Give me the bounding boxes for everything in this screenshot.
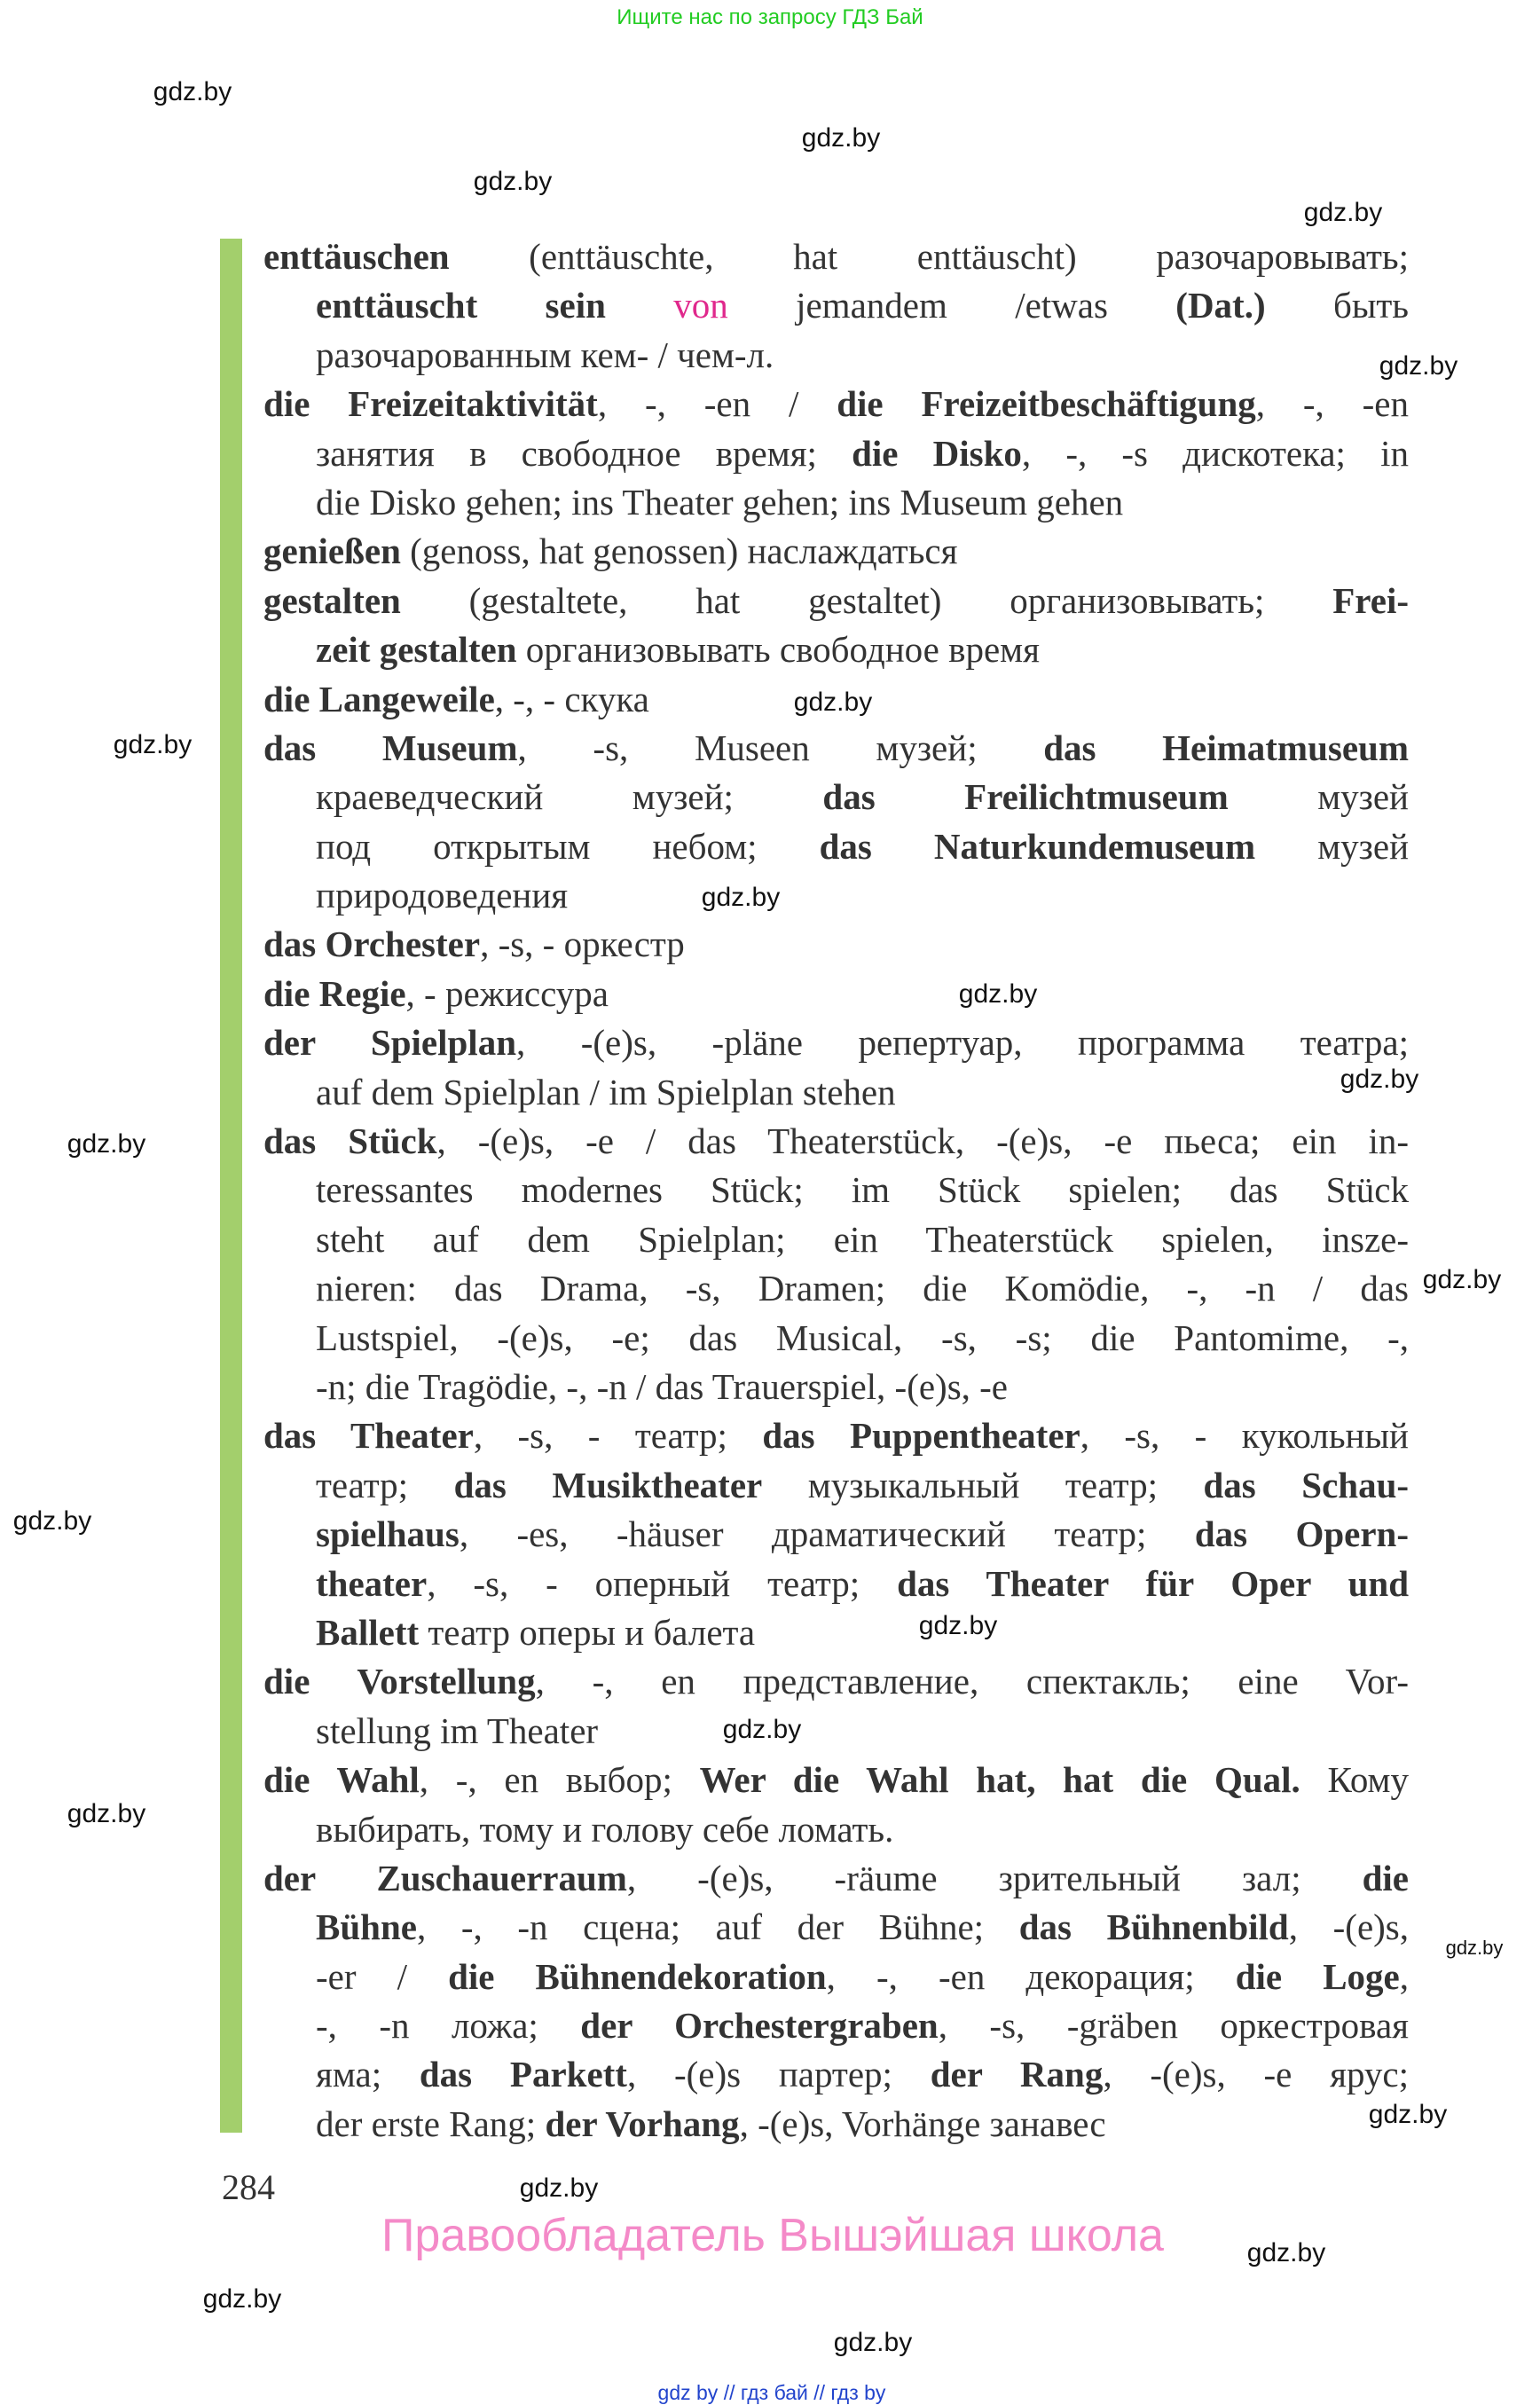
page-number: 284 bbox=[222, 2167, 275, 2207]
entry-text: , -s, - оперный театр; bbox=[427, 1562, 898, 1604]
headword: das Naturkundemuseum bbox=[819, 825, 1256, 867]
watermark: gdz.by bbox=[113, 730, 192, 759]
entry-line bbox=[263, 1411, 1409, 1460]
headword: das Opern- bbox=[1194, 1513, 1409, 1555]
entry-text: , -, -en / bbox=[597, 383, 837, 425]
headword: die Langeweile bbox=[263, 678, 495, 719]
entry-text: steht auf dem Spielplan; ein Theaterstück spielen, insze- bbox=[316, 1218, 1409, 1260]
entry-line bbox=[263, 970, 609, 1018]
headword: der Rang bbox=[930, 2054, 1104, 2095]
entry-text: , -, -s дискотека; in bbox=[1021, 432, 1409, 474]
headword: die Vorstellung bbox=[263, 1661, 536, 1702]
highlighted-word: von bbox=[673, 285, 728, 326]
headword: das Freilichtmuseum bbox=[822, 776, 1229, 818]
entry-line bbox=[263, 380, 1409, 428]
watermark: gdz.by bbox=[801, 123, 881, 153]
headword: Ballett bbox=[316, 1611, 420, 1653]
watermark: gdz.by bbox=[1379, 351, 1458, 381]
entry-text: театр оперы и балета bbox=[419, 1611, 756, 1653]
entry-line bbox=[263, 1510, 1409, 1559]
dictionary-entry bbox=[263, 232, 1409, 380]
headword: das Stück bbox=[263, 1120, 437, 1162]
entry-text bbox=[606, 285, 673, 326]
headword: enttäuscht sein bbox=[316, 285, 606, 326]
entry-line bbox=[263, 1657, 1409, 1706]
entry-text: (enttäuschte, hat enttäuscht) разочаровывать; bbox=[449, 236, 1409, 277]
entry-line bbox=[263, 1903, 1409, 1952]
entry-text: , -(e)s, Vorhänge занавес bbox=[739, 2102, 1106, 2144]
dictionary-entry bbox=[263, 1657, 1409, 1756]
entry-text: , -s, Museen музей; bbox=[517, 727, 1044, 768]
watermark: gdz.by bbox=[12, 1506, 92, 1536]
entry-line bbox=[263, 1068, 896, 1117]
entry-text: -, -n ложа; bbox=[316, 2005, 581, 2047]
entry-line bbox=[263, 724, 1409, 773]
entry-text: музыкальный театр; bbox=[762, 1464, 1204, 1505]
entry-text: Кому bbox=[1300, 1759, 1409, 1801]
entry-line bbox=[263, 577, 1409, 625]
entry-line bbox=[263, 773, 1409, 821]
entry-line bbox=[263, 1707, 598, 1756]
watermark: gdz.by bbox=[67, 1799, 146, 1828]
entry-line bbox=[263, 1215, 1409, 1264]
entry-line bbox=[263, 1018, 1409, 1067]
entry-text: (gestaltete, hat gestaltet) организовывать; bbox=[400, 579, 1333, 621]
entry-line bbox=[263, 1953, 1409, 2001]
entry-text: die Disko gehen; ins Theater gehen; ins Museum gehen bbox=[316, 481, 1124, 523]
watermark: gdz.by bbox=[1340, 1065, 1419, 1094]
watermark: gdz.by bbox=[1368, 2100, 1448, 2129]
entry-line bbox=[263, 232, 1409, 281]
watermark: gdz.by bbox=[202, 2284, 282, 2314]
entry-text: быть bbox=[1265, 285, 1409, 326]
watermark: gdz.by bbox=[1303, 198, 1383, 227]
entry-text: teressantes modernes Stück; im Stück spielen; das Stück bbox=[316, 1169, 1409, 1211]
entry-line bbox=[263, 331, 774, 380]
entry-text: организовывать свободное время bbox=[516, 629, 1040, 671]
headword: das Museum bbox=[263, 727, 518, 768]
entry-line bbox=[263, 527, 957, 576]
entry-line bbox=[263, 1264, 1409, 1313]
entry-text: , -s, - театр; bbox=[473, 1415, 763, 1457]
entry-line bbox=[263, 2001, 1409, 2050]
headword: der Orchestergraben bbox=[580, 2005, 939, 2047]
headword: der Vorhang bbox=[545, 2102, 740, 2144]
entry-line bbox=[263, 1117, 1409, 1166]
dictionary-entry bbox=[263, 380, 1409, 527]
headword: die Regie bbox=[263, 972, 406, 1014]
entry-text: , -, en представление, спектакль; eine Vor- bbox=[535, 1661, 1409, 1702]
entry-text: природоведения bbox=[316, 875, 569, 916]
headword: die Bühnendekoration bbox=[448, 1955, 827, 1997]
entry-text: -n; die Tragödie, -, -n / das Trauerspiel, -(e)s, -e bbox=[316, 1365, 1009, 1407]
entry-text: der erste Rang; bbox=[316, 2102, 546, 2144]
entry-text: , bbox=[1399, 1955, 1410, 1997]
entry-text: (genoss, hat genossen) наслаждаться bbox=[400, 531, 958, 572]
headword: das Theater bbox=[263, 1415, 474, 1457]
entry-line bbox=[263, 1461, 1409, 1510]
entry-line bbox=[263, 2100, 1106, 2149]
entry-text: , -(e)s, -e / das Theaterstück, -(e)s, -e пьеса; ein in- bbox=[436, 1120, 1409, 1162]
entry-text: , - режиссура bbox=[405, 972, 609, 1014]
watermark: gdz.by bbox=[1246, 2238, 1326, 2267]
headword: spielhaus bbox=[316, 1513, 460, 1555]
headword: das Theater für Oper und bbox=[897, 1562, 1409, 1604]
entry-line bbox=[263, 675, 649, 724]
entry-line bbox=[263, 1560, 1409, 1608]
entry-text: , -, -en bbox=[1255, 383, 1409, 425]
entry-text: auf dem Spielplan / im Spielplan stehen bbox=[316, 1071, 896, 1112]
entry-line bbox=[263, 871, 568, 920]
headword: Bühne bbox=[316, 1906, 417, 1948]
entry-text: театр; bbox=[316, 1464, 454, 1505]
entry-text: , -(e)s, -e ярус; bbox=[1103, 2054, 1409, 2095]
entry-line bbox=[263, 920, 685, 969]
headword: zeit gestalten bbox=[316, 629, 517, 671]
watermark: gdz.by bbox=[67, 1129, 146, 1159]
headword: die Disko bbox=[852, 432, 1022, 474]
headword: das Orchester bbox=[263, 923, 481, 965]
entry-text: , -s, - оркестр bbox=[480, 923, 685, 965]
entry-line bbox=[263, 1363, 1008, 1411]
headword: das Schau- bbox=[1203, 1464, 1410, 1505]
entry-text: разочарованным кем- / чем-л. bbox=[316, 334, 774, 375]
entry-text: , -(e)s партер; bbox=[626, 2054, 931, 2095]
watermark: gdz.by bbox=[918, 1611, 998, 1640]
headword: das Heimatmuseum bbox=[1043, 727, 1409, 768]
headword: das Bühnenbild bbox=[1018, 1906, 1289, 1948]
entry-text: музей bbox=[1255, 825, 1410, 867]
entry-text: -er / bbox=[316, 1955, 449, 1997]
headword: Wer die Wahl hat, hat die Qual. bbox=[699, 1759, 1300, 1801]
watermark: gdz.by bbox=[833, 2328, 913, 2357]
entry-text: яма; bbox=[316, 2054, 420, 2095]
headword: der Zuschauerraum bbox=[263, 1857, 627, 1898]
dictionary-entry bbox=[263, 1018, 1409, 1117]
headword: die bbox=[1362, 1857, 1409, 1898]
entry-text: , -, - скука bbox=[494, 678, 649, 719]
watermark: gdz.by bbox=[958, 979, 1038, 1009]
entry-line bbox=[263, 822, 1409, 871]
rights-holder: Правообладатель Вышэйшая школа bbox=[381, 2210, 1164, 2261]
dictionary-entry bbox=[263, 920, 1409, 969]
headword: (Dat.) bbox=[1175, 285, 1266, 326]
entry-line bbox=[263, 2050, 1409, 2099]
dictionary-entry bbox=[263, 577, 1409, 675]
entry-text: , -(e)s, bbox=[1288, 1906, 1409, 1948]
watermark: gdz.by bbox=[1422, 1265, 1502, 1294]
watermark: gdz.by bbox=[793, 688, 873, 717]
entry-text: , -(e)s, -räume зрительный зал; bbox=[626, 1857, 1363, 1898]
dictionary-entry bbox=[263, 1756, 1409, 1854]
dictionary-entry bbox=[263, 527, 1409, 576]
headword: theater bbox=[316, 1562, 428, 1604]
footer-links[interactable]: gdz by // гдз бай // гдз by bbox=[657, 2381, 886, 2404]
watermark: gdz.by bbox=[519, 2173, 599, 2203]
headword: das Musiktheater bbox=[453, 1464, 763, 1505]
entry-text: выбирать, тому и голову себе ломать. bbox=[316, 1808, 894, 1850]
entry-line bbox=[263, 1166, 1409, 1214]
headword: Frei- bbox=[1332, 579, 1409, 621]
watermark: gdz.by bbox=[722, 1715, 802, 1744]
dictionary-entry bbox=[263, 724, 1409, 921]
entry-text: , -, -en декорация; bbox=[826, 1955, 1236, 1997]
watermark: gdz.by bbox=[473, 167, 553, 196]
entry-text: , -, -n сцена; auf der Bühne; bbox=[416, 1906, 1019, 1948]
headword: das Parkett bbox=[419, 2054, 627, 2095]
vocabulary-list bbox=[263, 232, 1409, 2149]
entry-text: nieren: das Drama, -s, Dramen; die Komödie, -, -n / das bbox=[316, 1268, 1409, 1309]
dictionary-entry bbox=[263, 1411, 1409, 1657]
dictionary-entry bbox=[263, 970, 1409, 1018]
headword: der Spielplan bbox=[263, 1022, 517, 1064]
watermark: gdz.by bbox=[1445, 1937, 1504, 1959]
headword: das Puppentheater bbox=[762, 1415, 1080, 1457]
entry-text: Lustspiel, -(e)s, -e; das Musical, -s, -s; die Pantomime, -, bbox=[316, 1316, 1409, 1358]
entry-text: , -s, - кукольный bbox=[1080, 1415, 1409, 1457]
entry-text: stellung im Theater bbox=[316, 1709, 599, 1751]
entry-line bbox=[263, 1756, 1409, 1804]
entry-text: музей bbox=[1228, 776, 1410, 818]
headword: die Wahl bbox=[263, 1759, 420, 1801]
headword: die Freizeitbeschäftigung bbox=[837, 383, 1256, 425]
entry-text: , -, en выбор; bbox=[419, 1759, 700, 1801]
accent-bar bbox=[220, 239, 242, 2133]
header-note: Ищите нас по запросу ГДЗ Бай bbox=[617, 5, 923, 29]
entry-text: , -s, -gräben оркестровая bbox=[938, 2005, 1409, 2047]
entry-line bbox=[263, 429, 1409, 478]
dictionary-entry bbox=[263, 1117, 1409, 1411]
entry-line bbox=[263, 625, 1040, 674]
headword: die Loge bbox=[1235, 1955, 1400, 1997]
entry-line bbox=[263, 1314, 1409, 1363]
entry-line bbox=[263, 1854, 1409, 1903]
headword: gestalten bbox=[263, 579, 401, 621]
watermark: gdz.by bbox=[701, 883, 781, 912]
entry-text: jemandem /etwas bbox=[727, 285, 1176, 326]
entry-text: занятия в свободное время; bbox=[316, 432, 852, 474]
entry-text: , -es, -häuser драматический театр; bbox=[459, 1513, 1195, 1555]
dictionary-entry bbox=[263, 1854, 1409, 2149]
entry-text: , -(e)s, -pläne репертуар, программа театра; bbox=[516, 1022, 1409, 1064]
entry-line bbox=[263, 478, 1123, 527]
entry-text: краеведческий музей; bbox=[316, 776, 823, 818]
entry-line bbox=[263, 1608, 755, 1657]
entry-line bbox=[263, 1805, 893, 1854]
headword: genießen bbox=[263, 531, 401, 572]
watermark: gdz.by bbox=[153, 77, 232, 106]
entry-text: под открытым небом; bbox=[316, 825, 820, 867]
headword: enttäuschen bbox=[263, 236, 450, 277]
entry-line bbox=[263, 281, 1409, 330]
headword: die Freizeitaktivität bbox=[263, 383, 598, 425]
